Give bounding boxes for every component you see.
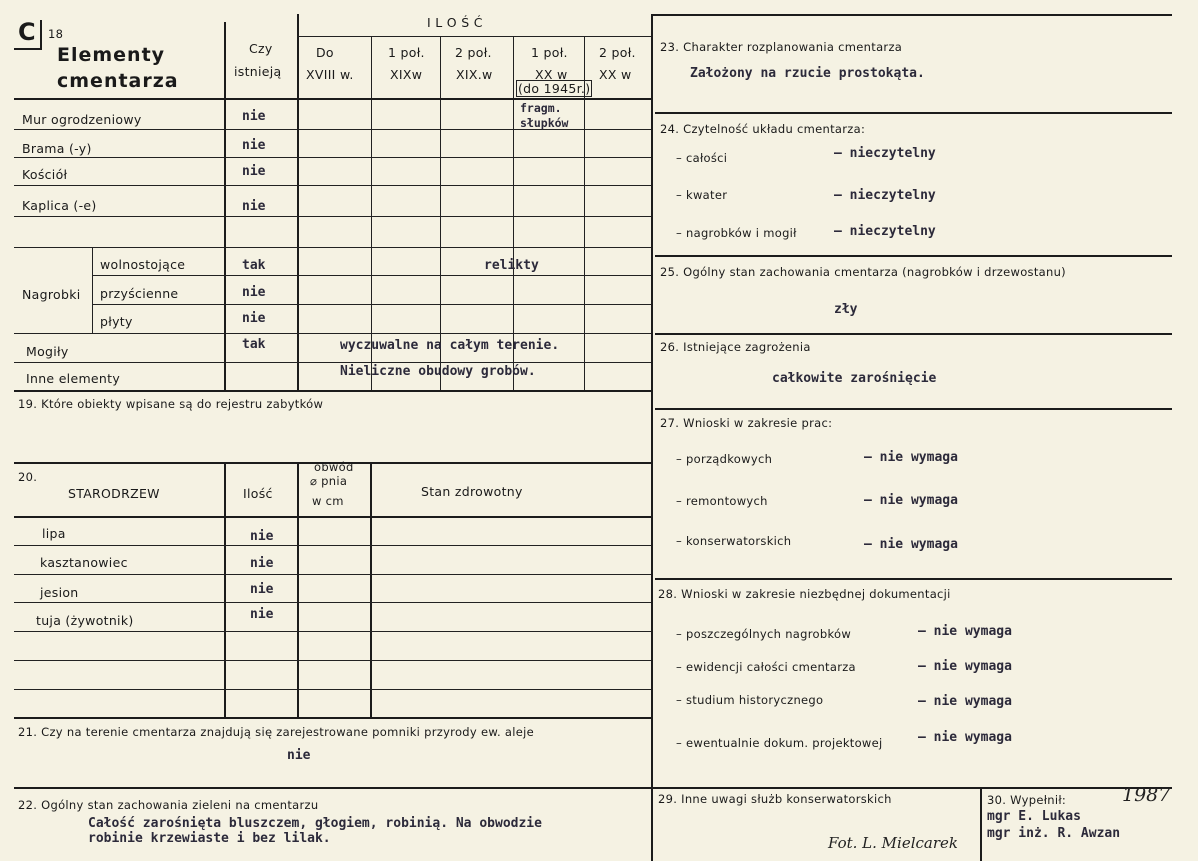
q30-name-2: mgr inż. R. Awzan — [987, 826, 1121, 841]
grid-line — [14, 516, 651, 518]
obwod-header-3: w cm — [312, 494, 344, 508]
q27-value: – nie wymaga — [864, 537, 958, 552]
q22-answer-1: Całość zarośnięta bluszczem, głogiem, robinią. Na obwodzie — [88, 816, 542, 831]
q28-value: – nie wymaga — [918, 659, 1012, 674]
grid-line — [14, 574, 651, 575]
grid-line — [92, 275, 651, 276]
q26-answer: całkowite zarośnięcie — [772, 371, 937, 386]
elements-title-2: cmentarza — [57, 70, 179, 92]
grid-line — [297, 36, 651, 37]
period-5-a: 2 poł. — [599, 45, 636, 60]
q24-value: – nieczytelny — [834, 146, 936, 161]
q28-label: 28. Wnioski w zakresie niezbędnej dokumentacji — [658, 587, 951, 601]
obwod-header-2: ⌀ pnia — [310, 474, 348, 488]
nagrobki-type: przyścienne — [100, 286, 179, 301]
exists-header-2: istnieją — [234, 64, 282, 79]
grid-line — [92, 247, 93, 333]
q30-year: 1987 — [1122, 784, 1171, 806]
q28-value: – nie wymaga — [918, 730, 1012, 745]
element-exists: nie — [242, 164, 266, 179]
nagrobki-type: wolnostojące — [100, 257, 186, 272]
element-note-text: fragm. słupków — [520, 101, 569, 130]
grid-line — [224, 22, 226, 390]
form-letter-box — [14, 20, 42, 50]
tree-name: tuja (żywotnik) — [36, 613, 134, 628]
inne-note: Nieliczne obudowy grobów. — [340, 364, 536, 379]
element-exists: nie — [242, 199, 266, 214]
grid-line — [655, 333, 1172, 335]
grid-line — [14, 545, 651, 546]
obwod-header-1: obwód — [314, 460, 354, 474]
exists-header-1: Czy — [249, 41, 273, 56]
q27-value: – nie wymaga — [864, 493, 958, 508]
grid-line — [655, 578, 1172, 580]
mogily-exists: tak — [242, 337, 266, 352]
grid-line — [14, 717, 651, 719]
grid-line — [92, 304, 651, 305]
grid-line — [14, 157, 651, 158]
q27-value: – nie wymaga — [864, 450, 958, 465]
q19-label: 19. Które obiekty wpisane są do rejestru zabytków — [18, 397, 324, 411]
q25-label: 25. Ogólny stan zachowania cmentarza (nagrobków i drzewostanu) — [660, 265, 1066, 279]
grid-line — [651, 14, 1172, 16]
q24-item: – kwater — [676, 188, 728, 202]
tree-value: nie — [250, 529, 274, 544]
q23-answer: Założony na rzucie prostokąta. — [690, 66, 925, 81]
form-letter: C — [18, 18, 36, 46]
grid-line — [14, 631, 651, 632]
mogily-note: wyczuwalne na całym terenie. — [340, 338, 560, 353]
grid-line — [440, 36, 441, 390]
element-note — [520, 101, 582, 131]
elements-title-1: Elementy — [57, 44, 166, 66]
nagrobki-exists: nie — [242, 311, 266, 326]
grid-line — [655, 112, 1172, 114]
period-4-c: (do 1945r.) — [518, 81, 591, 96]
tree-name: kasztanowiec — [40, 555, 128, 570]
grid-line — [14, 98, 651, 100]
grid-line — [513, 36, 514, 390]
nagrobki-type: płyty — [100, 314, 133, 329]
q27-item: – remontowych — [676, 494, 768, 508]
period-4-a: 1 poł. — [531, 45, 568, 60]
grid-line — [14, 247, 651, 248]
mogily-label: Mogiły — [26, 344, 69, 359]
center-divider — [651, 14, 653, 861]
inne-label: Inne elementy — [26, 371, 121, 386]
period-1-a: Do — [316, 45, 334, 60]
element-exists: nie — [242, 109, 266, 124]
stan-header: Stan zdrowotny — [421, 484, 523, 499]
nagrobki-label: Nagrobki — [22, 287, 81, 302]
q28-item: – ewidencji całości cmentarza — [676, 660, 856, 674]
q26-label: 26. Istniejące zagrożenia — [660, 340, 811, 354]
q20-number: 20. — [18, 470, 38, 484]
q21-answer: nie — [287, 748, 311, 763]
grid-line — [371, 36, 372, 390]
grid-line — [14, 602, 651, 603]
nagrobki-exists: tak — [242, 258, 266, 273]
q21-label: 21. Czy na terenie cmentarza znajdują się zarejestrowane pomniki przyrody ew. aleje — [18, 725, 534, 739]
ilosc-header: I L O Ś Ć — [427, 15, 483, 30]
grid-line — [14, 216, 651, 217]
q28-item: – poszczególnych nagrobków — [676, 627, 852, 641]
period-2-a: 1 poł. — [388, 45, 425, 60]
q24-label: 24. Czytelność układu cmentarza: — [660, 122, 866, 136]
grid-line — [297, 462, 299, 718]
grid-line — [980, 787, 982, 861]
q28-value: – nie wymaga — [918, 694, 1012, 709]
q29-label: 29. Inne uwagi służb konserwatorskich — [658, 792, 892, 806]
element-label: Mur ogrodzeniowy — [22, 112, 142, 127]
grid-line — [14, 390, 651, 392]
element-label: Kaplica (-e) — [22, 198, 97, 213]
period-1-b: XVIII w. — [306, 67, 354, 82]
grid-line — [14, 333, 651, 334]
period-3-a: 2 poł. — [455, 45, 492, 60]
q25-answer: zły — [834, 302, 858, 317]
nagrobki-note: relikty — [484, 258, 539, 273]
form-number: 18 — [48, 27, 64, 41]
starodrzew-header: STARODRZEW — [68, 486, 160, 501]
q28-value: – nie wymaga — [918, 624, 1012, 639]
period-2-b: XIXw — [390, 67, 423, 82]
q27-item: – porządkowych — [676, 452, 773, 466]
q22-answer-2: robinie krzewiaste i bez lilak. — [88, 831, 331, 846]
element-label: Brama (-y) — [22, 141, 92, 156]
grid-line — [14, 787, 1172, 789]
element-label: Kościół — [22, 167, 68, 182]
tree-value: nie — [250, 607, 274, 622]
nagrobki-exists: nie — [242, 285, 266, 300]
q27-label: 27. Wnioski w zakresie prac: — [660, 416, 833, 430]
period-4-b: XX w — [535, 67, 568, 82]
grid-line — [14, 362, 651, 363]
q28-item: – ewentualnie dokum. projektowej — [676, 736, 883, 750]
grid-line — [655, 255, 1172, 257]
ilosc-header-2: Ilość — [243, 486, 273, 501]
q28-item: – studium historycznego — [676, 693, 824, 707]
grid-line — [224, 462, 226, 718]
q24-value: – nieczytelny — [834, 188, 936, 203]
tree-value: nie — [250, 556, 274, 571]
grid-line — [14, 689, 651, 690]
q27-item: – konserwatorskich — [676, 534, 792, 548]
q23-label: 23. Charakter rozplanowania cmentarza — [660, 40, 903, 54]
q30-name-1: mgr E. Lukas — [987, 809, 1081, 824]
tree-value: nie — [250, 582, 274, 597]
grid-line — [14, 660, 651, 661]
q24-value: – nieczytelny — [834, 224, 936, 239]
q24-item: – całości — [676, 151, 728, 165]
tree-name: jesion — [40, 585, 79, 600]
grid-line — [655, 408, 1172, 410]
q30-label: 30. Wypełnił: — [987, 793, 1067, 807]
period-5-b: XX w — [599, 67, 632, 82]
tree-name: lipa — [42, 526, 66, 541]
period-3-b: XIX.w — [456, 67, 493, 82]
grid-line — [14, 185, 651, 186]
q22-label: 22. Ogólny stan zachowania zieleni na cmentarzu — [18, 798, 319, 812]
element-exists: nie — [242, 138, 266, 153]
q24-item: – nagrobków i mogił — [676, 226, 797, 240]
photo-credit: Fot. L. Mielcarek — [828, 834, 958, 852]
grid-line — [370, 462, 372, 718]
